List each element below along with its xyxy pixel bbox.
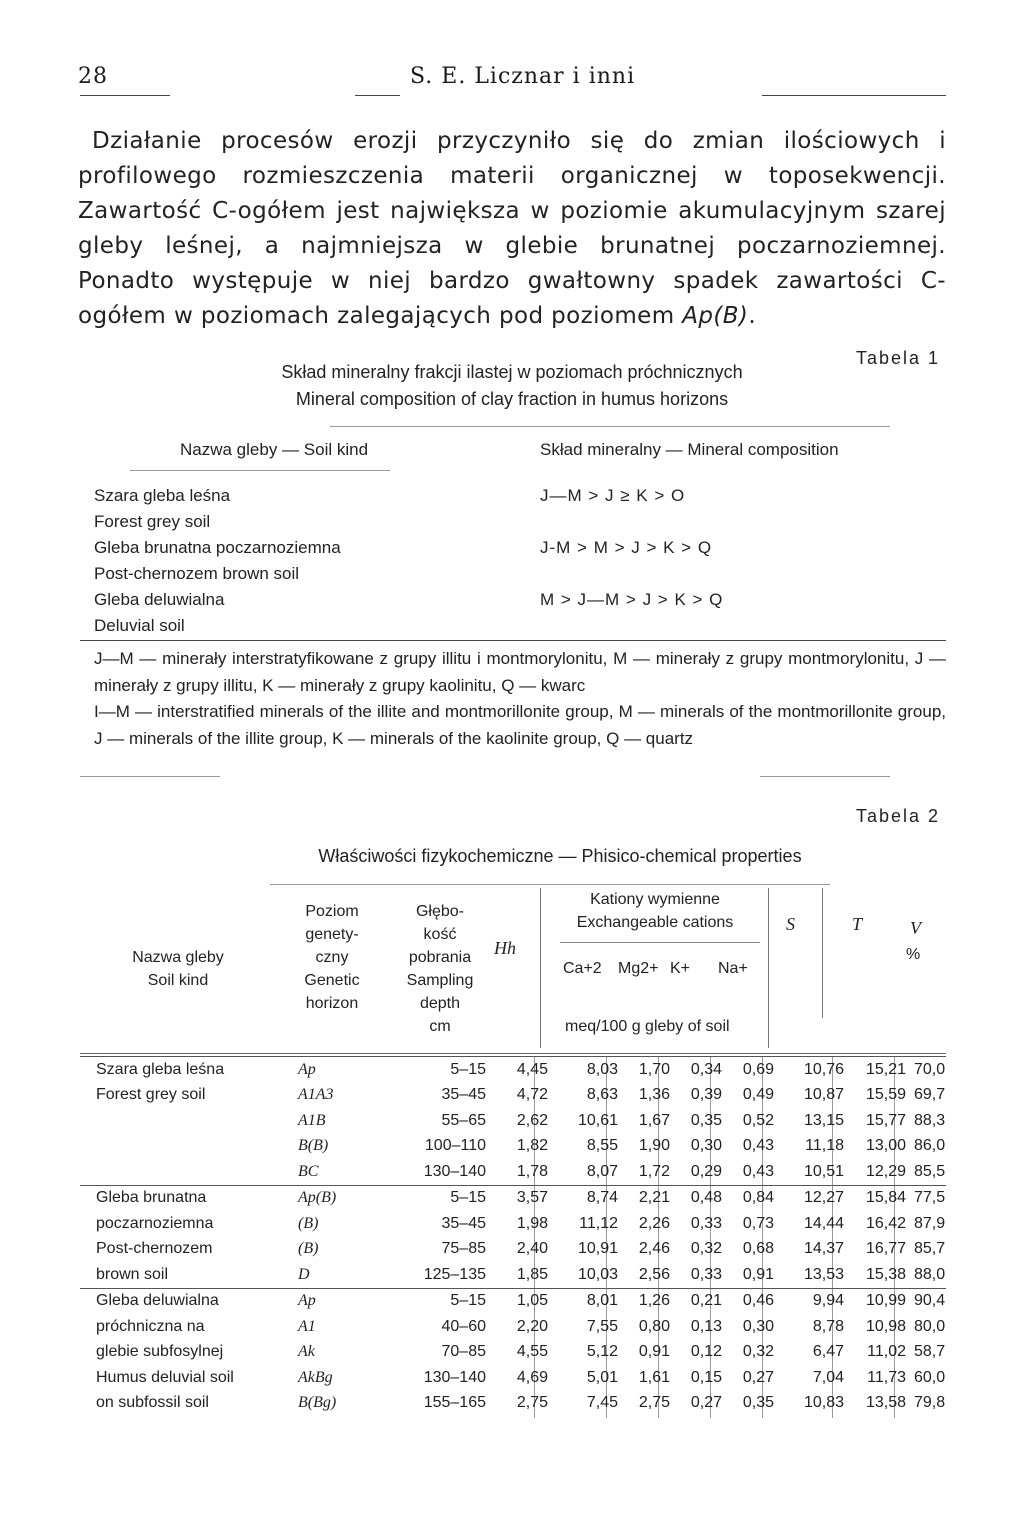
row-s: 12,27 xyxy=(778,1185,848,1211)
row-s: 11,18 xyxy=(805,1137,844,1155)
row-mg: 2,21 xyxy=(622,1185,674,1211)
t2-head-v-unit: % xyxy=(906,946,921,963)
row-v: 80,0 xyxy=(914,1317,946,1335)
row-k: 0,12 xyxy=(690,1343,722,1361)
row-k: 0,27 xyxy=(690,1394,722,1412)
row-na: 0,35 xyxy=(742,1394,774,1412)
page-number: 28 xyxy=(78,64,108,89)
row-ca: 8,07 xyxy=(586,1162,618,1180)
row-soil: poczarnoziemna xyxy=(96,1214,214,1232)
table2-caption: Właściwości fizykochemiczne — Phisico-chemical properties xyxy=(318,846,802,866)
row-v: 70,0 xyxy=(910,1057,946,1083)
t2-head-soil-pl: Nazwa gleby xyxy=(132,949,224,966)
t2-head-v: V xyxy=(910,918,921,938)
table-row xyxy=(80,1108,946,1134)
row-ca: 8,03 xyxy=(552,1057,622,1083)
row-hh: 1,05 xyxy=(490,1288,552,1314)
row-ca: 8,55 xyxy=(586,1137,618,1155)
row-s: 10,83 xyxy=(803,1394,844,1412)
row-depth: 70–85 xyxy=(441,1343,486,1361)
row-t: 15,84 xyxy=(848,1185,910,1211)
t2-head-hh: Hh xyxy=(494,938,516,958)
row-k: 0,32 xyxy=(690,1240,722,1258)
row-ca: 5,12 xyxy=(586,1343,618,1361)
row-hh: 4,55 xyxy=(516,1343,548,1361)
row-depth: 130–140 xyxy=(423,1162,486,1180)
table1-col-soil: Nazwa gleby — Soil kind xyxy=(180,440,369,459)
t2-head-horizon-line: horizon xyxy=(305,995,359,1012)
row-s: 14,44 xyxy=(803,1214,844,1232)
row-k: 0,30 xyxy=(690,1137,722,1155)
table1-caption-en: Mineral composition of clay fraction in humus horizons xyxy=(295,389,729,409)
table1-col-composition: Skład mineralny — Mineral composition xyxy=(540,440,839,459)
row-soil xyxy=(80,1108,280,1134)
row-ca: 5,01 xyxy=(586,1368,618,1386)
t2-vline-cations-right xyxy=(768,888,769,1048)
row-depth: 100–110 xyxy=(424,1137,486,1155)
row-soil: Gleba brunatna xyxy=(80,1185,280,1211)
row-t: 13,58 xyxy=(865,1394,906,1412)
row-k: 0,39 xyxy=(690,1086,722,1104)
row-mg: 1,67 xyxy=(638,1111,670,1129)
row-depth: 35–45 xyxy=(441,1214,486,1232)
row-ca: 8,01 xyxy=(552,1288,622,1314)
row-hh: 4,72 xyxy=(516,1086,548,1104)
table-row xyxy=(80,1185,946,1211)
row-soil: on subfossil soil xyxy=(96,1394,209,1412)
t2-head-soil xyxy=(98,946,258,992)
table1-note-pl: J—M — minerały interstratyfikowane z grupy illitu i montmorylonitu, M — minerały z grupy montmorylonitu, J — minerały z grupy illitu, K — minerały z grupy kaolinitu, Q — kwarc xyxy=(94,649,946,695)
row-depth: 75–85 xyxy=(441,1240,486,1258)
table1-row-soil-pl: Gleba deluwialna xyxy=(94,590,225,609)
row-v: 90,4 xyxy=(910,1288,946,1314)
t2-head-unit: meq/100 g gleby of soil xyxy=(565,1018,730,1035)
row-v: 88,0 xyxy=(914,1265,946,1283)
row-k: 0,21 xyxy=(674,1288,726,1314)
table1-row-soil-pl: Szara gleba leśna xyxy=(94,486,231,505)
row-horizon: Ap(B) xyxy=(280,1185,390,1211)
table2-label: Tabela 2 xyxy=(856,806,941,826)
row-horizon: Ak xyxy=(298,1343,315,1361)
table1-row-soil-en: Forest grey soil xyxy=(94,512,211,531)
row-k: 0,35 xyxy=(690,1111,722,1129)
row-hh: 2,40 xyxy=(516,1240,548,1258)
row-depth: 125–135 xyxy=(423,1265,486,1283)
row-s: 13,53 xyxy=(803,1265,844,1283)
row-s: 6,47 xyxy=(812,1343,844,1361)
row-horizon: (B) xyxy=(298,1240,319,1258)
row-hh: 1,98 xyxy=(516,1214,548,1232)
t2-head-t: T xyxy=(852,914,863,934)
row-s: 10,87 xyxy=(803,1086,844,1104)
row-mg: 2,46 xyxy=(638,1240,670,1258)
row-hh: 1,82 xyxy=(516,1137,548,1155)
row-v: 85,7 xyxy=(914,1240,946,1258)
row-t: 15,59 xyxy=(865,1086,906,1104)
row-na: 0,27 xyxy=(742,1368,774,1386)
table-row xyxy=(80,1391,946,1417)
row-hh: 2,75 xyxy=(516,1394,548,1412)
table1-bottom-rule xyxy=(80,640,946,641)
table-row xyxy=(80,1288,946,1314)
row-mg: 0,80 xyxy=(638,1317,670,1335)
row-hh: 3,57 xyxy=(490,1185,552,1211)
row-depth: 155–165 xyxy=(423,1394,486,1412)
row-v: 77,5 xyxy=(910,1185,946,1211)
row-horizon: Ap xyxy=(280,1057,390,1083)
row-horizon: AkBg xyxy=(298,1368,333,1386)
row-soil: Forest grey soil xyxy=(96,1086,206,1104)
row-t: 12,29 xyxy=(865,1162,906,1180)
row-depth: 130–140 xyxy=(423,1368,486,1386)
t2-head-horizon-line: czny xyxy=(315,949,349,966)
row-na: 0,68 xyxy=(742,1240,774,1258)
row-soil: glebie subfosylnej xyxy=(96,1343,224,1361)
row-na: 0,43 xyxy=(742,1162,774,1180)
t2-head-s: S xyxy=(786,914,795,934)
row-ca: 7,55 xyxy=(586,1317,618,1335)
table-row xyxy=(80,1211,946,1237)
row-ca: 8,74 xyxy=(552,1185,622,1211)
row-k: 0,13 xyxy=(690,1317,722,1335)
row-ca: 7,45 xyxy=(586,1394,618,1412)
row-mg: 2,75 xyxy=(638,1394,670,1412)
row-mg: 2,56 xyxy=(638,1265,670,1283)
table1-row-soil-en: Deluvial soil xyxy=(94,616,185,635)
row-v: 85,5 xyxy=(914,1162,946,1180)
notes-rule-right xyxy=(760,776,890,777)
row-na: 0,52 xyxy=(742,1111,774,1129)
row-soil: próchniczna na xyxy=(96,1317,205,1335)
row-t: 15,77 xyxy=(865,1111,906,1129)
table1-notes xyxy=(94,646,946,752)
table-row xyxy=(80,1057,946,1083)
header-rule-mid xyxy=(355,95,400,96)
row-na: 0,84 xyxy=(726,1185,778,1211)
table1-header-rule xyxy=(130,470,390,471)
row-ca: 8,63 xyxy=(586,1086,618,1104)
row-ca: 10,03 xyxy=(577,1265,618,1283)
row-mg: 1,70 xyxy=(622,1057,674,1083)
row-na: 0,30 xyxy=(742,1317,774,1335)
row-horizon: Ap xyxy=(280,1288,390,1314)
row-horizon: A1B xyxy=(298,1111,326,1129)
row-s: 14,37 xyxy=(803,1240,844,1258)
table1-row-composition: J—M > J ≥ K > O xyxy=(540,486,686,505)
table-row xyxy=(80,1340,946,1366)
t2-head-cations-pl: Kationy wymienne xyxy=(590,891,720,908)
row-k: 0,34 xyxy=(674,1057,726,1083)
row-k: 0,29 xyxy=(690,1162,722,1180)
t2-head-depth xyxy=(390,900,490,1038)
row-s: 9,94 xyxy=(778,1288,848,1314)
row-k: 0,48 xyxy=(674,1185,726,1211)
row-t: 10,98 xyxy=(865,1317,906,1335)
row-depth: 5–15 xyxy=(390,1185,490,1211)
row-mg: 1,26 xyxy=(622,1288,674,1314)
row-horizon: BC xyxy=(298,1162,319,1180)
row-depth: 35–45 xyxy=(441,1086,486,1104)
row-k: 0,33 xyxy=(690,1214,722,1232)
row-t: 15,38 xyxy=(865,1265,906,1283)
row-ca: 10,61 xyxy=(577,1111,618,1129)
row-hh: 1,78 xyxy=(516,1162,548,1180)
row-na: 0,32 xyxy=(742,1343,774,1361)
table-row xyxy=(80,1365,946,1391)
row-v: 58,7 xyxy=(914,1343,946,1361)
row-t: 11,73 xyxy=(867,1368,906,1386)
table-row xyxy=(80,1083,946,1109)
row-t: 10,99 xyxy=(848,1288,910,1314)
row-na: 0,43 xyxy=(742,1137,774,1155)
t2-head-depth-line: pobrania xyxy=(408,949,472,966)
row-s: 10,76 xyxy=(778,1057,848,1083)
row-soil xyxy=(80,1134,280,1160)
table1-row-soil-en: Post-chernozem brown soil xyxy=(94,564,300,583)
table-row xyxy=(80,1134,946,1160)
row-hh: 4,45 xyxy=(490,1057,552,1083)
row-horizon: (B) xyxy=(298,1214,319,1232)
body-paragraph xyxy=(78,124,946,334)
table2-top-rule xyxy=(270,884,830,885)
row-mg: 1,90 xyxy=(638,1137,670,1155)
notes-rule-left xyxy=(80,776,220,777)
t2-head-depth-line: Sampling xyxy=(406,972,474,989)
t2-head-depth-line: depth xyxy=(419,995,461,1012)
row-soil: Szara gleba leśna xyxy=(80,1057,280,1083)
row-v: 86,0 xyxy=(914,1137,946,1155)
row-mg: 1,72 xyxy=(638,1162,670,1180)
t2-vline-cations-left xyxy=(540,888,541,1048)
table1-label: Tabela 1 xyxy=(856,348,941,368)
row-na: 0,49 xyxy=(742,1086,774,1104)
table1-row-soil-pl: Gleba brunatna poczarnoziemna xyxy=(94,538,341,557)
t2-head-horizon-line: Genetic xyxy=(304,972,360,989)
row-horizon: D xyxy=(298,1265,310,1283)
row-horizon: A1 xyxy=(298,1317,316,1335)
row-na: 0,69 xyxy=(726,1057,778,1083)
t2-head-soil-en: Soil kind xyxy=(147,972,209,989)
row-soil: Gleba deluwialna xyxy=(80,1288,280,1314)
row-mg: 2,26 xyxy=(638,1214,670,1232)
row-t: 11,02 xyxy=(867,1343,906,1361)
t2-head-horizon xyxy=(280,900,384,1015)
row-soil: Humus deluvial soil xyxy=(96,1368,234,1386)
row-t: 13,00 xyxy=(865,1137,906,1155)
row-hh: 1,85 xyxy=(516,1265,548,1283)
t2-head-ca: Ca+2 xyxy=(563,960,602,977)
table2-body xyxy=(80,1056,946,1416)
row-v: 60,0 xyxy=(914,1368,946,1386)
row-s: 8,78 xyxy=(812,1317,844,1335)
row-horizon: B(B) xyxy=(298,1137,329,1155)
header-rule-left xyxy=(80,95,170,96)
table1-row-composition: J-M > M > J > K > Q xyxy=(540,538,713,557)
t2-head-depth-line: Głębo- xyxy=(415,903,465,920)
row-horizon: A1A3 xyxy=(298,1086,334,1104)
row-v: 88,3 xyxy=(914,1111,946,1129)
table-row xyxy=(80,1159,946,1185)
t2-head-mg: Mg2+ xyxy=(618,960,659,977)
table-row xyxy=(80,1314,946,1340)
t2-head-cations xyxy=(545,888,765,934)
t2-head-depth-line: cm xyxy=(429,1018,451,1035)
row-t: 16,77 xyxy=(865,1240,906,1258)
row-v: 87,9 xyxy=(914,1214,946,1232)
paragraph-end: . xyxy=(748,303,757,329)
row-na: 0,73 xyxy=(742,1214,774,1232)
row-s: 7,04 xyxy=(812,1368,844,1386)
row-ca: 11,12 xyxy=(579,1214,618,1232)
t2-head-depth-line: kość xyxy=(423,926,457,943)
row-ca: 10,91 xyxy=(577,1240,618,1258)
t2-head-cations-en: Exchangeable cations xyxy=(576,914,734,931)
row-na: 0,91 xyxy=(742,1265,774,1283)
row-t: 15,21 xyxy=(848,1057,910,1083)
row-k: 0,15 xyxy=(690,1368,722,1386)
row-depth: 5–15 xyxy=(390,1288,490,1314)
row-depth: 40–60 xyxy=(441,1317,486,1335)
t2-vline-s-t xyxy=(822,888,823,1018)
row-mg: 0,91 xyxy=(638,1343,670,1361)
row-horizon: B(Bg) xyxy=(298,1394,337,1412)
t2-head-horizon-line: Poziom xyxy=(305,903,359,920)
table2-header-rule xyxy=(80,1053,946,1054)
t2-head-k: K+ xyxy=(670,960,691,977)
table1-row-composition: M > J—M > J > K > Q xyxy=(540,590,724,609)
table1-caption-pl: Skład mineralny frakcji ilastej w poziomach próchnicznych xyxy=(281,362,743,382)
row-v: 79,8 xyxy=(914,1394,946,1412)
row-depth: 5–15 xyxy=(390,1057,490,1083)
row-hh: 2,20 xyxy=(516,1317,548,1335)
running-head: S. E. Licznar i inni xyxy=(410,64,636,89)
row-hh: 2,62 xyxy=(516,1111,548,1129)
row-soil: brown soil xyxy=(96,1265,169,1283)
row-na: 0,46 xyxy=(726,1288,778,1314)
row-mg: 1,36 xyxy=(638,1086,670,1104)
table-row xyxy=(80,1262,946,1288)
t2-head-horizon-line: genety- xyxy=(305,926,359,943)
table1-top-rule xyxy=(330,426,890,427)
paragraph-text: Działanie procesów erozji przyczyniło się do zmian ilościowych i profilowego rozmieszczenia materii organicznej w toposekwencji. Zawartość C-ogółem jest największa w poziomie akumulacyjnym szarej gleby leśnej, a najmniejsza w glebie brunatnej poczarnoziemnej. Ponadto występuje w niej bardzo gwałtowny spadek zawartości C-ogółem w poziomach zalegających pod poziomem xyxy=(78,128,946,329)
row-hh: 4,69 xyxy=(516,1368,548,1386)
horizon-symbol: Ap(B) xyxy=(682,303,749,329)
row-s: 10,51 xyxy=(803,1162,844,1180)
row-k: 0,33 xyxy=(690,1265,722,1283)
row-s: 13,15 xyxy=(803,1111,844,1129)
row-v: 69,7 xyxy=(914,1086,946,1104)
table-row xyxy=(80,1237,946,1263)
header-rule-right xyxy=(762,95,946,96)
row-mg: 1,61 xyxy=(638,1368,670,1386)
row-depth: 55–65 xyxy=(441,1111,486,1129)
t2-cations-rule xyxy=(560,942,760,943)
row-soil: Post-chernozem xyxy=(96,1240,213,1258)
row-soil xyxy=(80,1159,280,1185)
row-t: 16,42 xyxy=(865,1214,906,1232)
t2-head-na: Na+ xyxy=(718,960,748,977)
table1-note-en: I—M — interstratified minerals of the illite and montmorillonite group, M — minerals of the montmorillonite group, J — minerals of the illite group, K — minerals of the kaolinite group, Q — quartz xyxy=(94,702,946,748)
